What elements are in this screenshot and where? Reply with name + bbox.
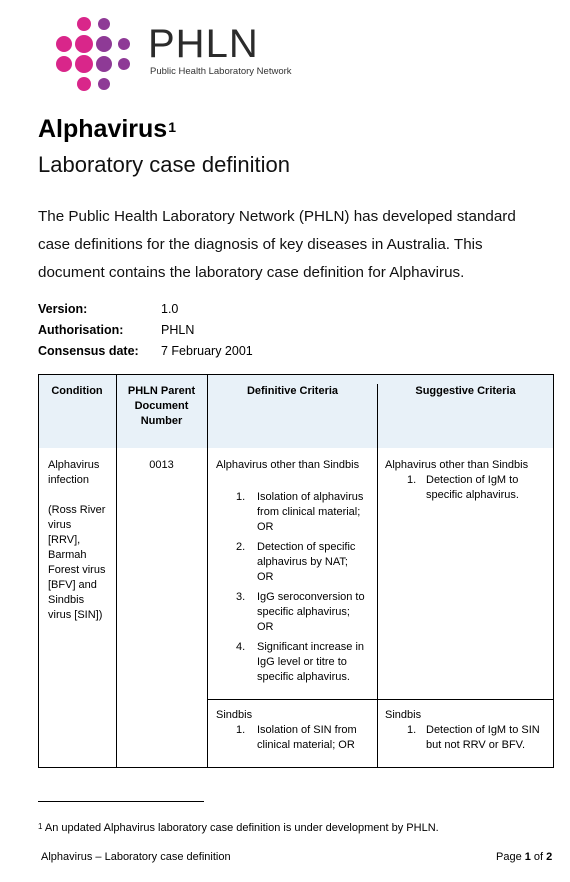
- case-definition-table: [38, 374, 554, 768]
- list-item-line: OR: [257, 621, 274, 633]
- logo-dot: [118, 58, 130, 70]
- list-item-line: OR: [257, 571, 274, 583]
- list-item-line: from clinical material;: [257, 506, 361, 518]
- header-parent-document: [116, 384, 207, 429]
- list-item-line: Detection of IgM to SIN: [426, 724, 540, 736]
- footnote-marker: 1: [38, 822, 43, 831]
- list-item-number: 3.: [236, 591, 246, 603]
- logo-subtitle: Public Health Laboratory Network: [150, 66, 292, 77]
- page-current: 1: [524, 851, 531, 863]
- logo-dot: [77, 17, 91, 31]
- logo-dot: [56, 56, 72, 72]
- list-item-line: IgG level or titre to: [257, 656, 347, 668]
- logo-dot: [75, 35, 93, 53]
- list-item-line: Isolation of SIN from: [257, 724, 357, 736]
- list-item-number: 1.: [236, 491, 246, 503]
- condition-line: [BFV] and: [48, 579, 97, 591]
- intro-paragraph: The Public Health Laboratory Network (PHLN) has developed standard case definitions for the diagnosis of key diseases in Australia. This document contains the laboratory case definition for Alphavirus.: [38, 208, 516, 281]
- list-item-line: Isolation of alphavirus: [257, 491, 364, 503]
- logo-dot: [75, 55, 93, 73]
- list-item-number: 4.: [236, 641, 246, 653]
- header-suggestive-criteria: Suggestive Criteria: [415, 385, 516, 397]
- list-item-number: 2.: [236, 541, 246, 553]
- list-item-line: Significant increase in: [257, 641, 365, 653]
- suggestive-heading-sindbis: Sindbis: [385, 709, 422, 721]
- page-prefix: Page: [496, 851, 525, 863]
- version-label: Version:: [38, 302, 88, 316]
- footer-document-title: Alphavirus – Laboratory case definition: [41, 851, 231, 863]
- logo-dot: [96, 56, 112, 72]
- list-item-line: OR: [257, 521, 274, 533]
- table-col-divider-3: [377, 448, 378, 768]
- list-item-line: IgG seroconversion to: [257, 591, 365, 603]
- condition-line: [RRV],: [48, 534, 81, 546]
- condition-line: infection: [48, 474, 89, 486]
- list-item-line: but not RRV or BFV.: [426, 739, 526, 751]
- header-parent-line-2: Document: [134, 400, 189, 412]
- list-item-number: 1.: [236, 724, 246, 736]
- phln-logo-mark: [52, 12, 136, 96]
- footer-page-number: [496, 851, 552, 863]
- title-footnote-marker: 1: [168, 119, 176, 135]
- list-item-line: specific alphavirus.: [426, 489, 519, 501]
- condition-line: Alphavirus: [48, 459, 100, 471]
- consensus-date-value: 7 February 2001: [161, 344, 253, 358]
- header-definitive-criteria: Definitive Criteria: [246, 385, 339, 397]
- footnote-separator: [38, 801, 204, 802]
- list-item-line: alphavirus by NAT;: [257, 556, 348, 568]
- header-parent-line-1: PHLN Parent: [127, 385, 196, 397]
- condition-line: Barmah: [48, 549, 87, 561]
- list-item-number: 1.: [407, 724, 417, 736]
- list-item-line: Detection of specific: [257, 541, 356, 553]
- list-item-line: clinical material; OR: [257, 739, 355, 751]
- logo-dot: [118, 38, 130, 50]
- table-col-divider-1: [116, 374, 117, 768]
- logo-dot: [98, 18, 110, 30]
- condition-line: Forest virus: [48, 564, 106, 576]
- condition-cell: [48, 458, 114, 623]
- consensus-date-label: Consensus date:: [38, 344, 139, 358]
- header-condition: Condition: [51, 385, 103, 397]
- condition-line: (Ross River: [48, 504, 106, 516]
- logo-dot: [98, 78, 110, 90]
- version-value: 1.0: [161, 302, 179, 316]
- title-text: Alphavirus: [38, 115, 168, 143]
- logo-dot: [56, 36, 72, 52]
- logo-wordmark: PHLN: [148, 22, 259, 66]
- page-subtitle: Laboratory case definition: [38, 152, 290, 177]
- list-item-line: specific alphavirus;: [257, 606, 350, 618]
- logo-dot: [96, 36, 112, 52]
- table-border-right: [553, 374, 554, 768]
- list-item-number: 1.: [407, 474, 417, 486]
- condition-line: Sindbis: [48, 594, 85, 606]
- condition-line: virus [SIN]): [48, 609, 103, 621]
- authorisation-value: PHLN: [161, 323, 195, 337]
- definitive-heading-sindbis: Sindbis: [216, 709, 253, 721]
- table-border-left: [38, 374, 39, 768]
- condition-line: [48, 488, 114, 503]
- header-parent-line-3: Number: [140, 415, 183, 427]
- logo-dot: [77, 77, 91, 91]
- authorisation-label: Authorisation:: [38, 323, 124, 337]
- footnote-text: An updated Alphavirus laboratory case definition is under development by PHLN.: [42, 822, 439, 834]
- table-col-divider-2: [207, 374, 208, 768]
- page-total: 2: [546, 851, 553, 863]
- definitive-heading-alphavirus: Alphavirus other than Sindbis: [216, 459, 360, 471]
- page-title: [38, 114, 176, 144]
- table-row-divider: [208, 699, 554, 700]
- condition-line: virus: [48, 519, 72, 531]
- document-number: 0013: [149, 459, 174, 471]
- list-item-line: specific alphavirus.: [257, 671, 350, 683]
- footnote: [38, 822, 439, 834]
- page-of: of: [530, 851, 547, 863]
- suggestive-heading-alphavirus: Alphavirus other than Sindbis: [385, 459, 529, 471]
- list-item-line: Detection of IgM to: [426, 474, 519, 486]
